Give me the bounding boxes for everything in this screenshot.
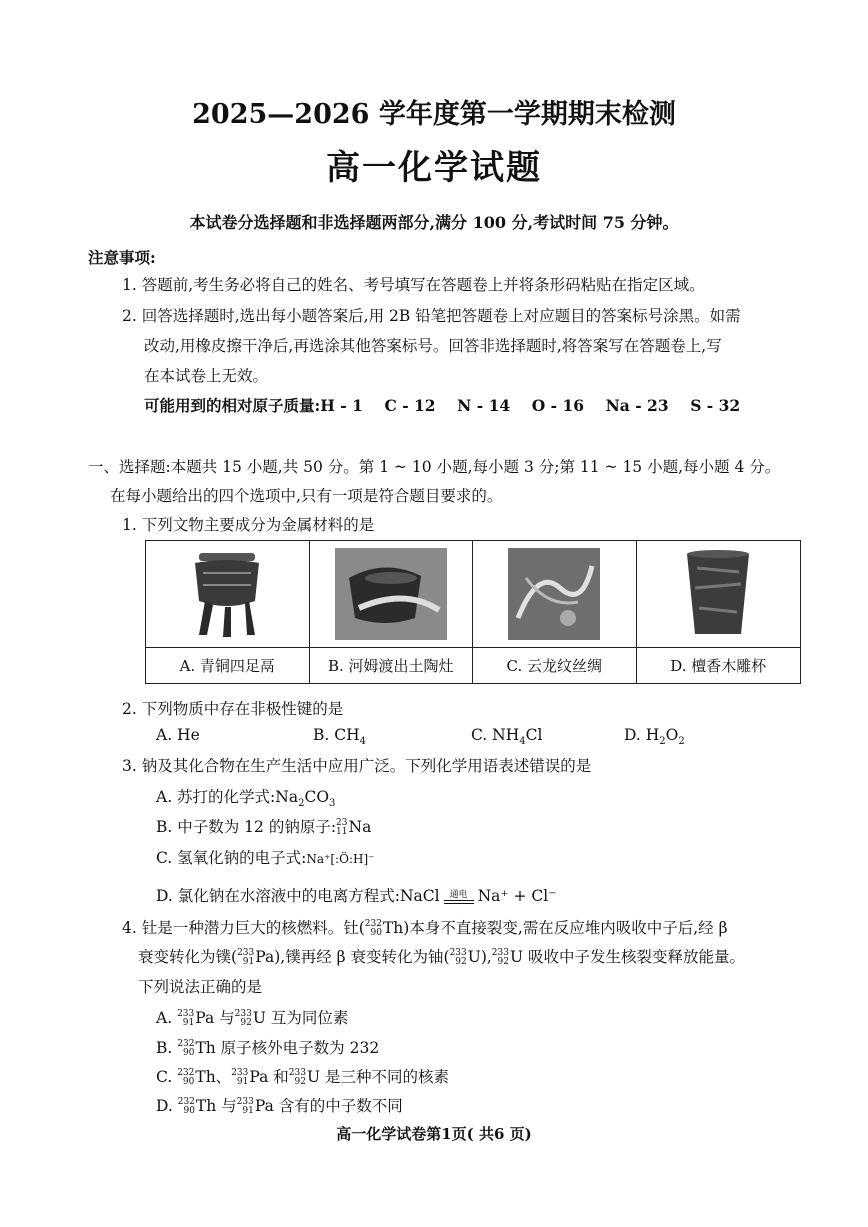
q4-option-c: C. 232 90 Th、 233 91 Pa 和 233 92 U 是三种不同的核素 bbox=[156, 1068, 449, 1087]
q2-option-b: B. $CH_4$ bbox=[313, 726, 366, 748]
q4-line2: 衰变转化为镤( 233 91 Pa),镤再经 β 衰变转化为铀( 233 92 U), 233 92 U 吸收中子发生核裂变释放能量。 bbox=[138, 948, 745, 967]
silk-dragon-image bbox=[473, 541, 636, 648]
q1-option-b-cell bbox=[310, 541, 474, 683]
note-item-1: 1. 答题前,考生务必将自己的姓名、考号填写在答题卷上并将条形码粘贴在指定区域。 bbox=[122, 276, 705, 294]
q3-option-b: B. 中子数为 12 的钠原子: 23 11 Na bbox=[156, 818, 372, 837]
section1-line1: 一、选择题:本题共 15 小题,共 50 分。第 1 ~ 10 小题,每小题 3 分;第 11 ~ 15 小题,每小题 4 分。 bbox=[88, 458, 781, 476]
q4-line3: 下列说法正确的是 bbox=[138, 978, 263, 996]
q4-option-b: B. 232 90 Th 原子核外电子数为 232 bbox=[156, 1039, 380, 1058]
q1-stem: 1. 下列文物主要成分为金属材料的是 bbox=[122, 516, 375, 534]
q1-option-a-cell bbox=[146, 541, 310, 683]
pottery-stove-image bbox=[310, 541, 473, 648]
q4-option-d: D. 232 90 Th 与 233 91 Pa 含有的中子数不同 bbox=[156, 1097, 403, 1116]
q3-option-c: C. 氢氧化钠的电子式:Na⁺[:Ö:H]⁻ bbox=[156, 849, 375, 867]
exam-title: 高一化学试题 bbox=[326, 148, 542, 188]
q1-option-b: B. 河姆渡出土陶灶 bbox=[327, 657, 454, 675]
year-title: 2025—2026 学年度第一学期期末检测 bbox=[192, 99, 676, 130]
note-item-2-line2: 改动,用橡皮擦干净后,再选涂其他答案标号。回答非选择题时,将答案写在答题卷上,写 bbox=[144, 337, 722, 355]
q3-option-a: A. 苏打的化学式$:Na_2CO_3$ bbox=[156, 788, 336, 810]
sandalwood-cup-image bbox=[637, 541, 801, 648]
q1-option-a: A. 青铜四足鬲 bbox=[179, 657, 275, 675]
electrolysis-equals-sign: 通电 bbox=[444, 891, 474, 904]
q2-option-a: A. He bbox=[156, 726, 200, 744]
bronze-tripod-image bbox=[146, 541, 309, 648]
q3-option-d: D. 氯化钠在水溶液中的电离方程式:NaCl 通电 Na⁺ + Cl⁻ bbox=[156, 887, 557, 905]
atomic-masses: 可能用到的相对原子质量:H - 1 C - 12 N - 14 O - 16 Na - 23 S - 32 bbox=[144, 396, 741, 415]
note-item-2-line3: 在本试卷上无效。 bbox=[144, 367, 269, 385]
note-item-2-line1: 2. 回答选择题时,选出每小题答案后,用 2B 铅笔把答题卷上对应题目的答案标号涂黑。如需 bbox=[122, 307, 741, 325]
exam-intro: 本试卷分选择题和非选择题两部分,满分 100 分,考试时间 75 分钟。 bbox=[189, 213, 679, 232]
q2-option-d: D. $H_2O_2$ bbox=[624, 726, 685, 748]
q3-stem: 3. 钠及其化合物在生产生活中应用广泛。下列化学用语表述错误的是 bbox=[122, 757, 592, 775]
q4-line1: 4. 钍是一种潜力巨大的核燃料。钍( 232 90 Th)本身不直接裂变,需在反应堆内吸收中子后,经 β bbox=[122, 919, 728, 938]
q1-option-c: C. 云龙纹丝绸 bbox=[506, 657, 602, 675]
notes-heading: 注意事项: bbox=[88, 248, 156, 267]
q1-option-c-cell bbox=[473, 541, 637, 683]
page-footer: 高一化学试卷第1页( 共6 页) bbox=[336, 1125, 532, 1143]
q2-option-c: C. $NH_4Cl$ bbox=[471, 726, 543, 748]
q1-image-table bbox=[145, 540, 801, 684]
q4-option-a: A. 233 91 Pa 与 233 92 U 互为同位素 bbox=[156, 1009, 349, 1028]
section1-line2: 在每小题给出的四个选项中,只有一项是符合题目要求的。 bbox=[110, 487, 503, 505]
q1-option-d-cell bbox=[637, 541, 801, 683]
q2-stem: 2. 下列物质中存在非极性键的是 bbox=[122, 700, 344, 718]
na-isotope-notation: 23 11 bbox=[336, 818, 348, 837]
q1-option-d: D. 檀香木雕杯 bbox=[670, 657, 767, 675]
